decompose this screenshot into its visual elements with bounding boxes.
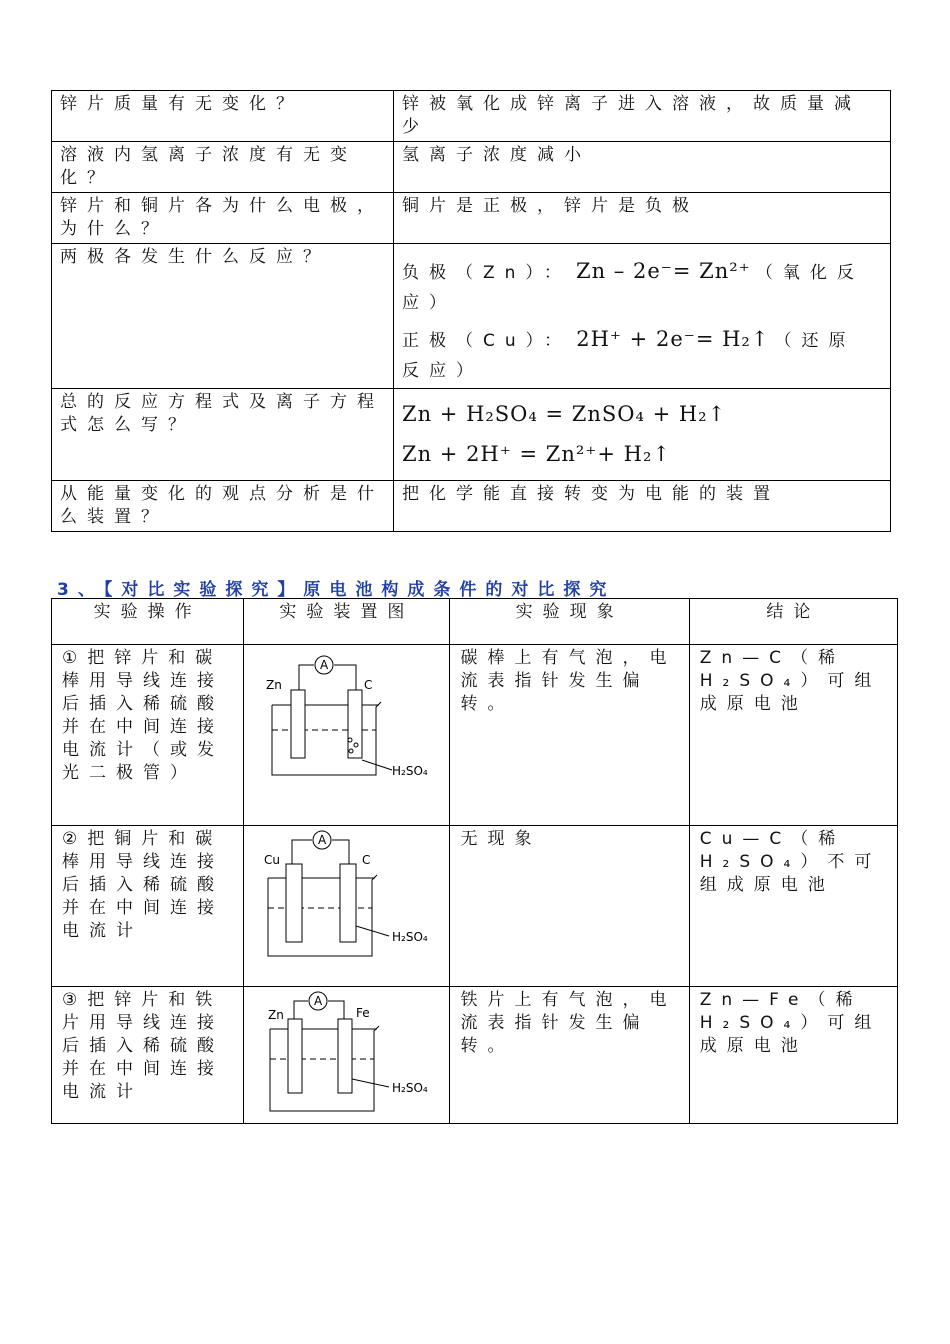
answer-cell: 锌被氧化成锌离子进入溶液，故质量减少: [394, 91, 891, 142]
header-cell: 实验现象: [450, 599, 689, 645]
iron-electrode: [338, 1019, 352, 1093]
section-title: 3、【对比实验探究】原电池构成条件的对比探究: [57, 580, 616, 600]
operation-cell: ②把铜片和碳棒用导线连接后插入稀硫酸并在中间连接电流计: [52, 826, 244, 987]
header-cell: 结论: [689, 599, 897, 645]
conclusion-cell: Cu—C（稀H₂SO₄）不可组成原电池: [689, 826, 897, 987]
left-electrode-label: Zn: [266, 678, 283, 692]
ammeter-label: A: [318, 833, 327, 847]
ammeter-label: A: [320, 658, 329, 672]
table-row: [52, 193, 891, 244]
table-row: [52, 481, 891, 532]
ammeter-label: A: [314, 994, 323, 1008]
header-cell: 实验装置图: [244, 599, 450, 645]
solution-label: H₂SO₄: [392, 764, 428, 778]
zinc-electrode: [288, 1019, 302, 1093]
phenomenon-cell: 铁片上有气泡，电流表指针发生偏转。: [450, 987, 689, 1124]
question-cell: 溶液内氢离子浓度有无变化？: [52, 142, 394, 193]
apparatus-diagram: [244, 987, 433, 1117]
solution-label: H₂SO₄: [392, 930, 428, 944]
carbon-electrode: [340, 864, 356, 942]
apparatus-cell: [244, 645, 450, 826]
positive-electrode-reaction: 正极（Cu）： 2H⁺ + 2e⁻= H₂↑ （还原反应）: [402, 327, 856, 381]
answer-cell: [394, 244, 891, 389]
header-row: [52, 599, 898, 645]
question-cell: 从能量变化的观点分析是什么装置？: [52, 481, 394, 532]
answer-cell: 氢离子浓度减小: [394, 142, 891, 193]
table-row: [52, 244, 891, 389]
equation: 2H⁺ + 2e⁻= H₂↑: [576, 327, 770, 351]
equation: Zn – 2e⁻= Zn²⁺: [576, 259, 751, 283]
right-electrode-label: Fe: [356, 1006, 370, 1020]
question-cell: 两极各发生什么反应？: [52, 244, 394, 389]
left-electrode-label: Zn: [268, 1008, 285, 1022]
conclusion-cell: Zn—C（稀H₂SO₄）可组成原电池: [689, 645, 897, 826]
table-row: [52, 826, 898, 987]
copper-electrode: [286, 864, 302, 942]
operation-cell: ③把锌片和铁片用导线连接后插入稀硫酸并在中间连接电流计: [52, 987, 244, 1124]
left-electrode-label: Cu: [264, 853, 281, 867]
phenomenon-cell: 碳棒上有气泡，电流表指针发生偏转。: [450, 645, 689, 826]
answer-cell: 铜片是正极，锌片是负极: [394, 193, 891, 244]
table-row: [52, 645, 898, 826]
experiment-table: [51, 598, 898, 1124]
question-cell: 锌片和铜片各为什么电极，为什么？: [52, 193, 394, 244]
zinc-electrode: [291, 690, 305, 758]
question-cell: 总的反应方程式及离子方程式怎么写？: [52, 389, 394, 481]
operation-cell: ①把锌片和碳棒用导线连接后插入稀硫酸并在中间连接电流计（或发光二极管）: [52, 645, 244, 826]
table-row: [52, 987, 898, 1124]
header-cell: 实验操作: [52, 599, 244, 645]
overall-equation: Zn + H₂SO₄ = ZnSO₄ + H₂↑: [402, 402, 727, 426]
table-row: [52, 91, 891, 142]
solution-label: H₂SO₄: [392, 1081, 428, 1095]
phenomenon-cell: 无现象: [450, 826, 689, 987]
carbon-electrode: [348, 690, 362, 758]
ionic-equation: Zn + 2H⁺ = Zn²⁺+ H₂↑: [402, 442, 671, 466]
negative-electrode-reaction: 负极（Zn）： Zn – 2e⁻= Zn²⁺ （氧化反应）: [402, 259, 864, 313]
right-electrode-label: C: [364, 678, 373, 692]
conclusion-cell: Zn—Fe（稀H₂SO₄）可组成原电池: [689, 987, 897, 1124]
answer-cell: [394, 389, 891, 481]
table-row: [52, 389, 891, 481]
question-cell: 锌片质量有无变化？: [52, 91, 394, 142]
apparatus-diagram: [244, 645, 433, 795]
table-row: [52, 142, 891, 193]
right-electrode-label: C: [362, 853, 371, 867]
qa-table: [51, 90, 891, 532]
apparatus-diagram: [244, 826, 433, 976]
answer-cell: 把化学能直接转变为电能的装置: [394, 481, 891, 532]
apparatus-cell: [244, 826, 450, 987]
apparatus-cell: [244, 987, 450, 1124]
